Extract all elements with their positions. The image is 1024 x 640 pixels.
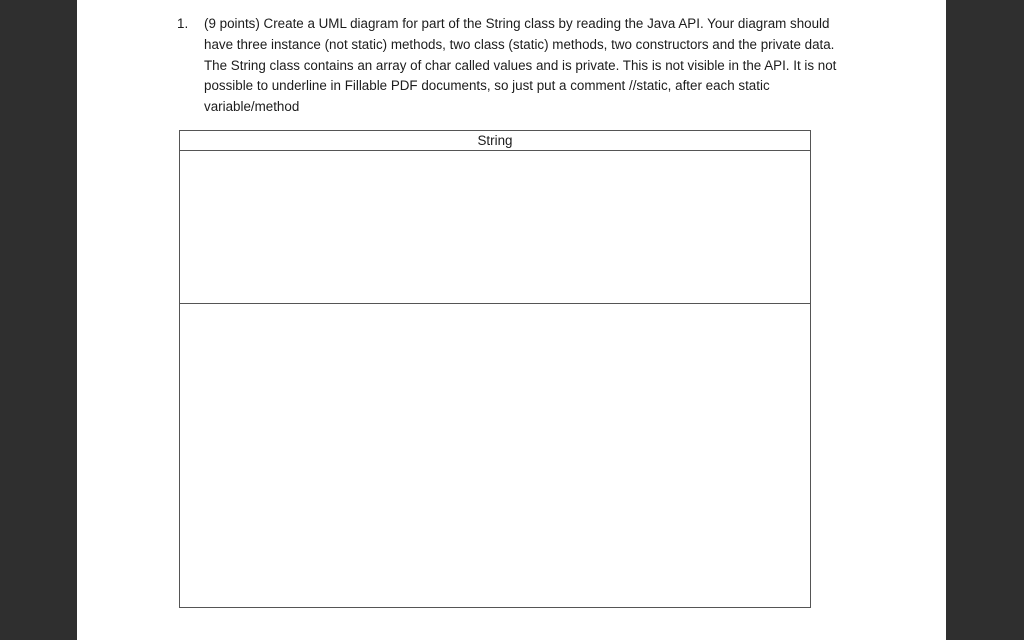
- document-page: [77, 0, 946, 640]
- uml-class-name-field[interactable]: String: [180, 131, 810, 151]
- question-number: 1.: [177, 16, 189, 31]
- uml-class-diagram: [179, 130, 811, 608]
- question-1: [177, 14, 837, 118]
- uml-data-fillable-field[interactable]: [180, 151, 810, 304]
- question-text: (9 points) Create a UML diagram for part of the String class by reading the Java API. Your diagram should have three instance (not static) methods, two class (static) methods, two constructors and the private data. The String class contains an array of char called values and is private. This is not visible in the API. It is not possible to underline in Fillable PDF documents, so just put a comment //static, after each static variable/method: [204, 16, 837, 115]
- uml-methods-fillable-field[interactable]: [180, 304, 810, 607]
